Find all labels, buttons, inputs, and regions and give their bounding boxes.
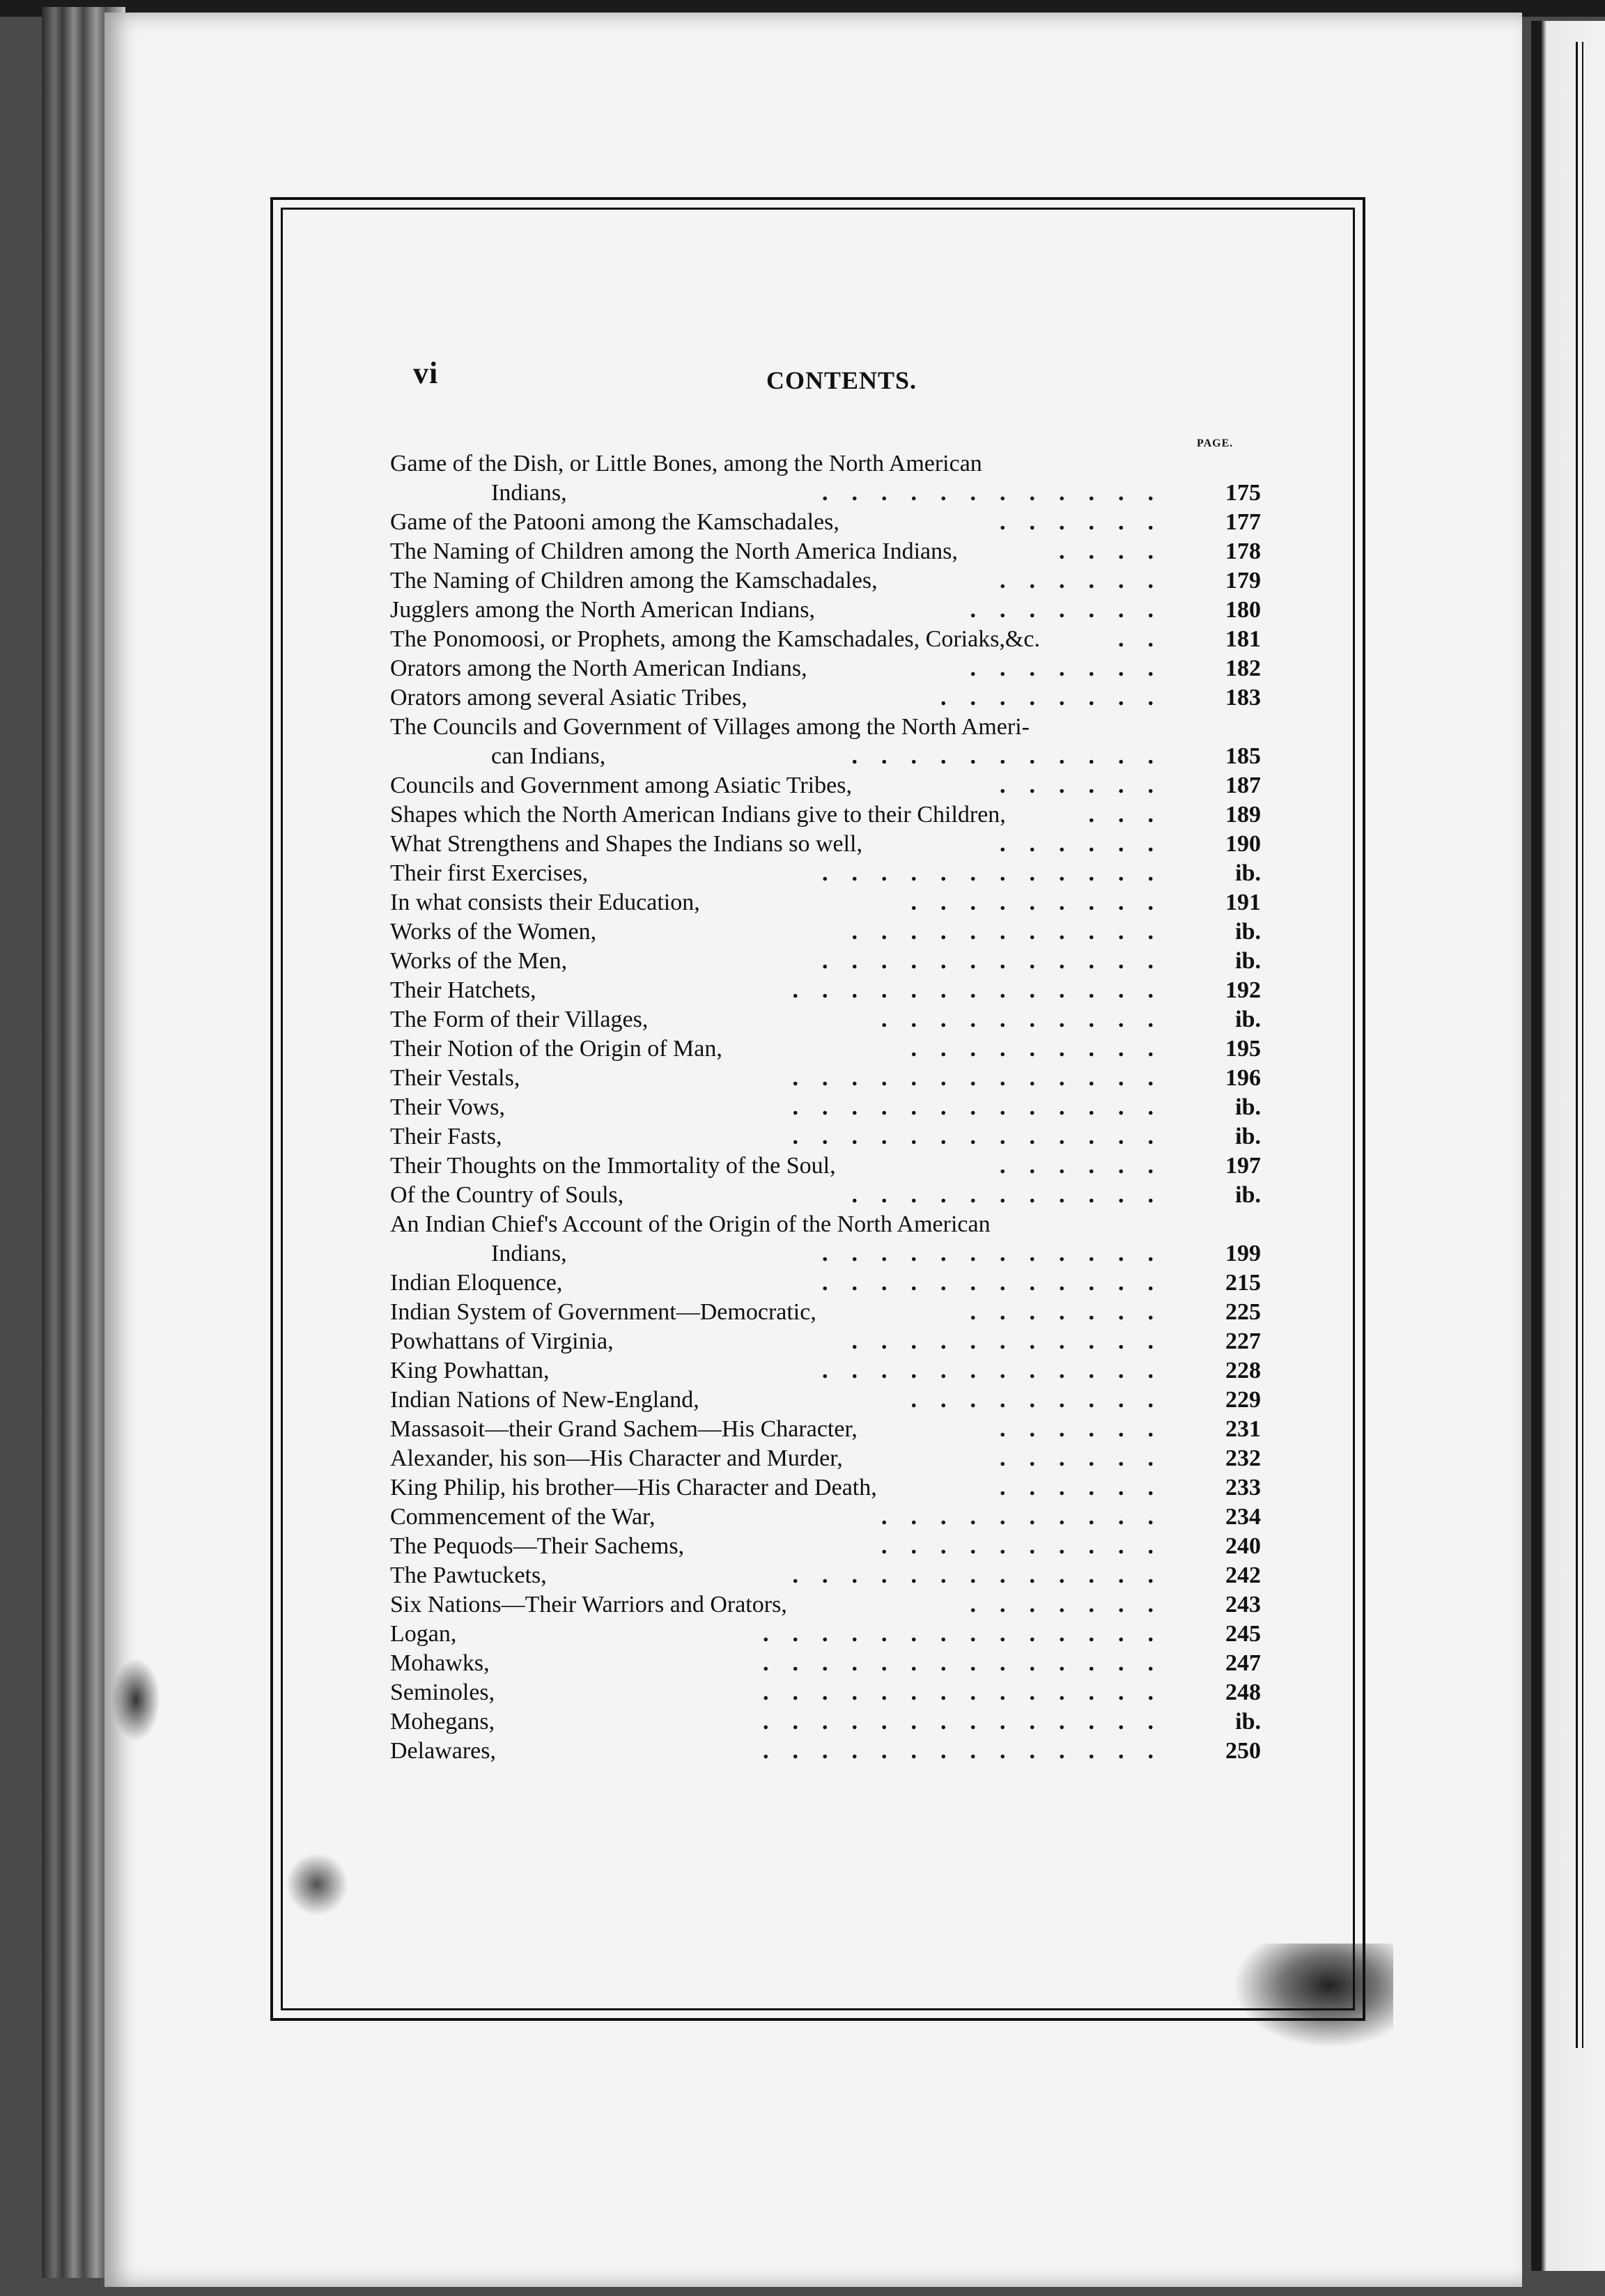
dot-leaders: ...... [1000,509,1177,535]
dot-leaders: ............. [792,977,1177,1003]
toc-entry-page-number: ib. [1235,1709,1261,1735]
toc-entry-page-number: 191 [1225,890,1261,915]
dot-leaders: ......... [910,1387,1177,1413]
toc-entry [390,1034,1261,1064]
dot-leaders: ...... [1000,773,1177,798]
toc-entry-line [390,1269,1261,1298]
toc-entry-page-number: 180 [1225,597,1261,623]
dot-leaders: .............. [763,1621,1177,1647]
toc-entry [390,1327,1261,1356]
toc-entry-title: Jugglers among the North American Indians, [390,597,815,623]
toc-entry-title: Mohegans, [390,1709,495,1735]
toc-entry-line [390,683,1261,713]
dot-leaders: ............. [792,1124,1177,1149]
toc-entry-line [390,771,1261,800]
toc-entry-title: Seminoles, [390,1680,495,1705]
toc-entry-page-number: 179 [1225,568,1261,594]
toc-entry [390,1269,1261,1298]
toc-entry-title: Their first Exercises, [390,860,589,886]
toc-entry-title: Commencement of the War, [390,1504,656,1530]
toc-entry-title: Mohawks, [390,1650,490,1676]
toc-entry-line [390,625,1261,654]
toc-entry-title: Their Vestals, [390,1065,520,1091]
toc-entry-page-number: 243 [1225,1592,1261,1618]
toc-entry-title: Massasoit—their Grand Sachem—His Character, [390,1416,858,1442]
toc-entry-line [390,1151,1261,1181]
toc-entry [390,508,1261,537]
dot-leaders: ....... [970,597,1177,623]
toc-entry-page-number: 177 [1225,509,1261,535]
toc-entry-title: The Naming of Children among the North America Indians, [390,538,958,564]
toc-entry-page-number: 196 [1225,1065,1261,1091]
toc-entry-line [390,1181,1261,1210]
toc-entry [390,449,1261,508]
toc-entry-page-number: 231 [1225,1416,1261,1442]
dot-leaders: ...... [1000,831,1177,857]
toc-entry [390,1473,1261,1503]
toc-entry [390,1532,1261,1561]
toc-entry-line [390,1210,1261,1239]
toc-entry-line [390,1444,1261,1473]
toc-entry-page-number: 242 [1225,1562,1261,1588]
toc-entry [390,1707,1261,1737]
toc-entry-page-number: 228 [1225,1358,1261,1383]
dot-leaders: .............. [763,1738,1177,1764]
dot-leaders: .............. [763,1709,1177,1735]
running-head: CONTENTS. [766,366,917,394]
toc-entry-title: Orators among several Asiatic Tribes, [390,685,747,711]
toc-entry [390,596,1261,625]
dot-leaders: ........... [851,1328,1177,1354]
toc-entry-title: Works of the Men, [390,948,568,974]
dot-leaders: ......... [910,890,1177,915]
toc-entry [390,1503,1261,1532]
dot-leaders: ....... [970,656,1177,681]
toc-entry-title: Of the Country of Souls, [390,1182,624,1208]
table-of-contents [390,449,1261,1766]
toc-entry-line [390,1415,1261,1444]
toc-entry-line [390,859,1261,888]
toc-entry [390,830,1261,859]
toc-entry-title: The Pawtuckets, [390,1562,547,1588]
toc-entry-page-number: 245 [1225,1621,1261,1647]
toc-entry-line [390,1298,1261,1327]
toc-entry-line [390,1649,1261,1678]
toc-entry-line [390,1327,1261,1356]
toc-entry-page-number: 240 [1225,1533,1261,1559]
toc-entry-title: Alexander, his son—His Character and Murder, [390,1445,843,1471]
dot-leaders: ... [1088,802,1177,828]
toc-entry-line [390,713,1261,742]
toc-entry-title: Indian Eloquence, [390,1270,563,1296]
dot-leaders: .......... [881,1007,1177,1032]
toc-entry-line [390,742,1261,771]
dot-leaders: ............. [792,1562,1177,1588]
toc-entry-line [390,1473,1261,1503]
dot-leaders: ....... [970,1592,1177,1618]
toc-entry-page-number: 232 [1225,1445,1261,1471]
toc-entry-title: Indian System of Government—Democratic, [390,1299,816,1325]
toc-entry-line [390,1590,1261,1620]
toc-entry-title: Works of the Women, [390,919,597,945]
dot-leaders: ............ [822,1358,1177,1383]
toc-entry [390,1386,1261,1415]
toc-entry-page-number: 175 [1225,480,1261,506]
toc-entry-title: Indian Nations of New-England, [390,1387,699,1413]
toc-entry-page-number: 229 [1225,1387,1261,1413]
toc-entry-title: The Form of their Villages, [390,1007,649,1032]
toc-entry-title: Orators among the North American Indians, [390,656,807,681]
toc-entry [390,537,1261,566]
toc-entry-line [390,1064,1261,1093]
dot-leaders: ............ [822,1270,1177,1296]
toc-entry-line [390,1620,1261,1649]
toc-entry-page-number: ib. [1235,1007,1261,1032]
facing-page-rule [1576,42,1583,2048]
toc-entry-page-number: ib. [1235,1124,1261,1149]
toc-entry [390,1590,1261,1620]
toc-entry [390,1181,1261,1210]
toc-entry-line [390,888,1261,917]
dot-leaders: .......... [881,1504,1177,1530]
toc-entry-page-number: 250 [1225,1738,1261,1764]
toc-entry [390,1210,1261,1269]
toc-entry-line [390,596,1261,625]
toc-entry-page-number: 181 [1225,626,1261,652]
dot-leaders: ...... [1000,568,1177,594]
toc-entry-page-number: 185 [1225,743,1261,769]
toc-entry [390,1415,1261,1444]
toc-entry-title: Delawares, [390,1738,496,1764]
dot-leaders: ....... [970,1299,1177,1325]
toc-entry-line [390,1122,1261,1151]
toc-entry [390,947,1261,976]
toc-entry [390,976,1261,1005]
toc-entry-line [390,830,1261,859]
ink-smudge [111,1658,160,1742]
dot-leaders: ............. [792,1094,1177,1120]
page-number-folio: vi [413,356,439,390]
toc-entry-page-number: ib. [1235,860,1261,886]
toc-entry-title: Game of the Patooni among the Kamschadales, [390,509,839,535]
toc-entry-line [390,1503,1261,1532]
dot-leaders: ...... [1000,1475,1177,1500]
toc-entry-page-number: 234 [1225,1504,1261,1530]
toc-entry-title: What Strengthens and Shapes the Indians so well, [390,831,862,857]
toc-entry-title: Their Hatchets, [390,977,536,1003]
toc-entry-page-number: 187 [1225,773,1261,798]
toc-entry-line [390,976,1261,1005]
toc-entry-line [390,508,1261,537]
dot-leaders: .............. [763,1680,1177,1705]
dot-leaders: ........... [851,919,1177,945]
toc-entry-page-number: 225 [1225,1299,1261,1325]
toc-entry [390,566,1261,596]
toc-entry-page-number: ib. [1235,1182,1261,1208]
toc-entry [390,917,1261,947]
toc-entry-page-number: 190 [1225,831,1261,857]
dot-leaders: ............ [822,480,1177,506]
toc-entry [390,1620,1261,1649]
toc-entry-page-number: ib. [1235,948,1261,974]
dot-leaders: ...... [1000,1445,1177,1471]
toc-entry [390,1678,1261,1707]
toc-entry-page-number: 195 [1225,1036,1261,1062]
toc-entry-title: An Indian Chief's Account of the Origin of the North American [390,1211,991,1237]
toc-entry-line [390,654,1261,683]
toc-entry-line [390,1356,1261,1386]
toc-entry [390,1093,1261,1122]
toc-entry-line [390,1034,1261,1064]
toc-entry-title: The Councils and Government of Villages among the North Ameri- [390,714,1030,740]
toc-entry-line [390,1561,1261,1590]
toc-entry-line [390,479,1261,508]
toc-entry [390,1444,1261,1473]
toc-entry-page-number: 197 [1225,1153,1261,1179]
toc-entry [390,1356,1261,1386]
toc-entry-title: Their Vows, [390,1094,505,1120]
dot-leaders: ............ [822,860,1177,886]
toc-entry-line [390,1093,1261,1122]
toc-entry-line [390,917,1261,947]
toc-entry-page-number: ib. [1235,1094,1261,1120]
toc-entry [390,625,1261,654]
toc-entry-page-number: 189 [1225,802,1261,828]
toc-entry-page-number: ib. [1235,919,1261,945]
toc-entry-line [390,566,1261,596]
toc-entry-title: King Philip, his brother—His Character and Death, [390,1475,877,1500]
toc-entry-page-number: 233 [1225,1475,1261,1500]
dot-leaders: ........ [940,685,1177,711]
dot-leaders: ......... [910,1036,1177,1062]
toc-entry-line [390,800,1261,830]
toc-entry-line [390,1239,1261,1269]
toc-entry [390,654,1261,683]
dot-leaders: ............ [822,1241,1177,1266]
toc-entry-title-continued: can Indians, [491,743,606,769]
toc-entry-title-continued: Indians, [491,1241,567,1266]
toc-entry [390,1737,1261,1766]
dot-leaders: .... [1059,538,1177,564]
toc-entry-title: The Ponomoosi, or Prophets, among the Kamschadales, Coriaks,&c. [390,626,1040,652]
toc-entry [390,1649,1261,1678]
toc-entry-page-number: 248 [1225,1680,1261,1705]
toc-entry-page-number: 215 [1225,1270,1261,1296]
toc-entry-line [390,1532,1261,1561]
toc-entry-page-number: 227 [1225,1328,1261,1354]
dot-leaders: ........... [851,1182,1177,1208]
toc-entry-title: Councils and Government among Asiatic Tribes, [390,773,852,798]
toc-entry-line [390,1386,1261,1415]
dot-leaders: ...... [1000,1416,1177,1442]
dot-leaders: .............. [763,1650,1177,1676]
dot-leaders: ........... [851,743,1177,769]
toc-entry-title: Powhattans of Virginia, [390,1328,614,1354]
facing-page-edge [1531,21,1605,2271]
toc-entry-title: The Pequods—Their Sachems, [390,1533,685,1559]
toc-entry-page-number: 199 [1225,1241,1261,1266]
toc-entry [390,1064,1261,1093]
toc-entry-line [390,1737,1261,1766]
dot-leaders: ............ [822,948,1177,974]
dot-leaders: .......... [881,1533,1177,1559]
toc-entry [390,771,1261,800]
toc-entry-line [390,1005,1261,1034]
page-column-label: PAGE. [1197,437,1234,449]
toc-entry [390,1151,1261,1181]
toc-entry-title: Six Nations—Their Warriors and Orators, [390,1592,787,1618]
toc-entry-page-number: 192 [1225,977,1261,1003]
toc-entry-title: Their Notion of the Origin of Man, [390,1036,722,1062]
toc-entry-page-number: 247 [1225,1650,1261,1676]
toc-entry [390,859,1261,888]
toc-entry-line [390,947,1261,976]
toc-entry-title: In what consists their Education, [390,890,700,915]
toc-entry-title: The Naming of Children among the Kamschadales, [390,568,878,594]
toc-entry-title: Shapes which the North American Indians give to their Children, [390,802,1006,828]
toc-entry-title: Game of the Dish, or Little Bones, among the North American [390,451,982,476]
dot-leaders: ...... [1000,1153,1177,1179]
toc-entry-page-number: 182 [1225,656,1261,681]
toc-entry [390,713,1261,771]
toc-entry-title: Their Fasts, [390,1124,502,1149]
toc-entry-page-number: 183 [1225,685,1261,711]
toc-entry [390,1122,1261,1151]
toc-entry-line [390,1678,1261,1707]
toc-entry-title: Logan, [390,1621,457,1647]
toc-entry [390,1298,1261,1327]
toc-entry-line [390,1707,1261,1737]
toc-entry-title: King Powhattan, [390,1358,550,1383]
toc-entry [390,888,1261,917]
toc-entry [390,1561,1261,1590]
toc-entry-title: Their Thoughts on the Immortality of the Soul, [390,1153,836,1179]
toc-entry [390,683,1261,713]
toc-entry [390,1005,1261,1034]
toc-entry-page-number: 178 [1225,538,1261,564]
dot-leaders: ............. [792,1065,1177,1091]
toc-entry [390,800,1261,830]
dot-leaders: .. [1118,626,1177,652]
toc-entry-line [390,537,1261,566]
toc-entry-title-continued: Indians, [491,480,567,506]
toc-entry-line [390,449,1261,479]
